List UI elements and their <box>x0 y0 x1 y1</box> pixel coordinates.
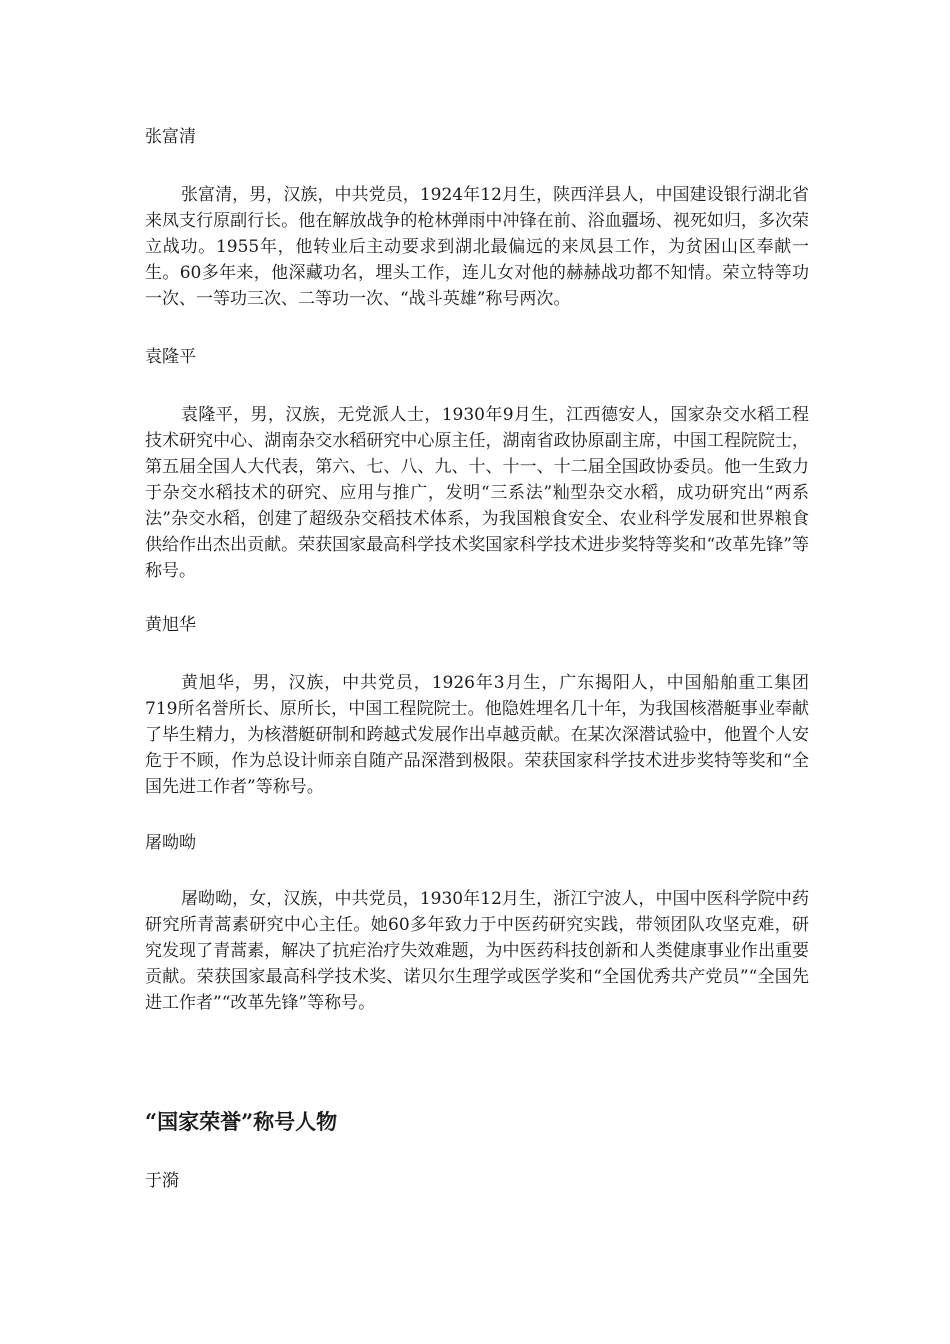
person-name-huang-xuhua: 黄旭华 <box>145 615 196 635</box>
person-bio-tu-youyou: 屠呦呦，女，汉族，中共党员，1930年12月生，浙江宁波人，中国中医科学院中药研究所青蒿素研究中心主任。她60多年致力于中医药研究实践，带领团队攻坚克难，研究发现了青蒿素，解决了抗疟治疗失效难题，为中医药科技创新和人类健康事业作出重要贡献。荣获国家最高科学技术奖、诺贝尔生理学或医学奖和“全国优秀共产党员”“全国先进工作者”“改革先锋”等称号。 <box>145 889 809 1013</box>
person-name-yuan-longping: 袁隆平 <box>145 347 196 367</box>
person-name-zhang-fuqing: 张富清 <box>145 127 196 147</box>
person-bio-zhang-fuqing: 张富清，男，汉族，中共党员，1924年12月生，陕西洋县人，中国建设银行湖北省来凤支行原副行长。他在解放战争的枪林弹雨中冲锋在前、浴血疆场、视死如归，多次荣立战功。1955年，他转业后主动要求到湖北最偏远的来凤县工作，为贫困山区奉献一生。60多年来，他深藏功名，埋头工作，连儿女对他的赫赫战功都不知情。荣立特等功一次、一等功三次、二等功一次、“战斗英雄”称号两次。 <box>145 185 809 309</box>
person-name-yu-yi: 于漪 <box>145 1171 179 1191</box>
section-heading: “国家荣誉”称号人物 <box>145 1109 338 1134</box>
person-bio-yuan-longping: 袁隆平，男，汉族，无党派人士，1930年9月生，江西德安人，国家杂交水稻工程技术研究中心、湖南杂交水稻研究中心原主任，湖南省政协原副主席，中国工程院院士，第五届全国人大代表，第六、七、八、九、十、十一、十二届全国政协委员。他一生致力于杂交水稻技术的研究、应用与推广，发明“三系法”籼型杂交水稻，成功研究出“两系法”杂交水稻，创建了超级杂交稻技术体系，为我国粮食安全、农业科学发展和世界粮食供给作出杰出贡献。荣获国家最高科学技术奖国家科学技术进步奖特等奖和“改革先锋”等称号。 <box>145 405 809 581</box>
person-bio-huang-xuhua: 黄旭华，男，汉族，中共党员，1926年3月生，广东揭阳人，中国船舶重工集团719所名誉所长、原所长，中国工程院院士。他隐姓埋名几十年，为我国核潜艇事业奉献了毕生精力，为核潜艇研制和跨越式发展作出卓越贡献。在某次深潜试验中，他置个人安危于不顾，作为总设计师亲自随产品深潜到极限。荣获国家科学技术进步奖特等奖和“全国先进工作者”等称号。 <box>145 673 809 797</box>
person-name-tu-youyou: 屠呦呦 <box>145 833 196 853</box>
